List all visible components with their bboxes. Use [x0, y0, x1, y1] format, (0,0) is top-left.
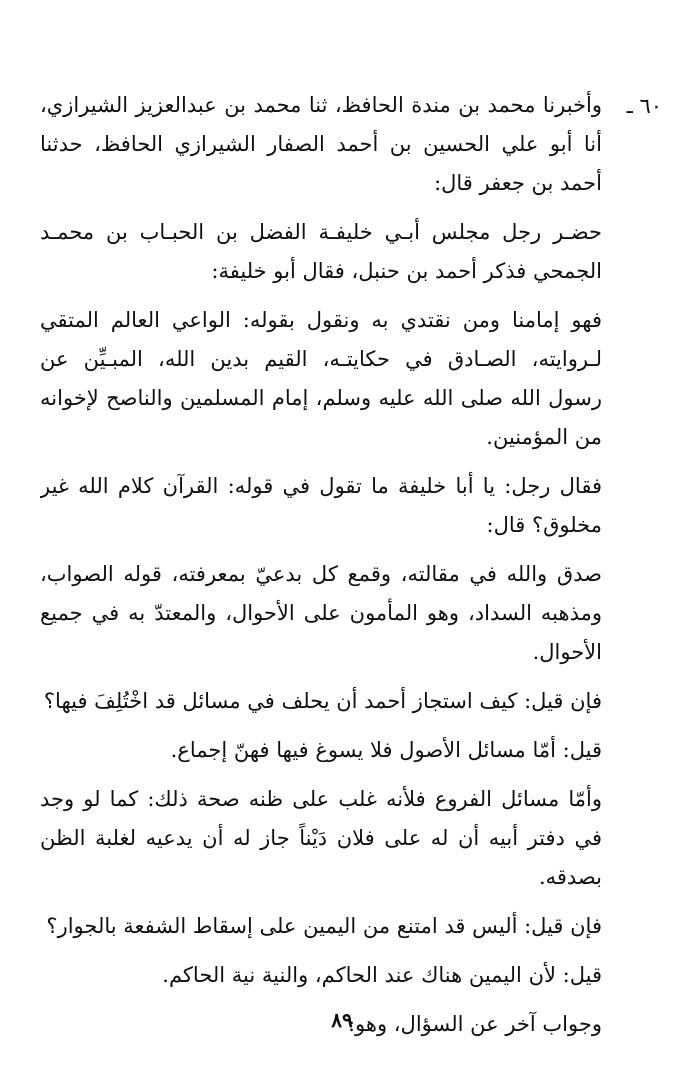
paragraph — [40, 301, 602, 457]
text-line: أنا أبو علي الحسين بن أحمد الصفار الشيرازي الحافظ، حدثنا — [40, 132, 602, 156]
paragraph — [40, 956, 602, 995]
text-line: وأمّا مسائل الفروع فلأنه غلب على ظنه صحة ذلك: كما لو وجد — [40, 787, 602, 811]
text-line: رسول الله صلى الله عليه وسلم، إمام المسلمين والناصح لإخوانه — [40, 386, 602, 410]
text-line: الجمحي فذكر أحمد بن حنبل، فقال أبو خليفة: — [211, 259, 602, 283]
text-line: قيل: أمّا مسائل الأصول فلا يسوغ فيها فهنّ إجماع. — [170, 738, 602, 762]
paragraph — [40, 555, 602, 672]
page-number: ٨٩ — [331, 1008, 353, 1032]
paragraph — [40, 213, 602, 291]
text-line: حضـر رجل مجلس أبـي خليفـة الفضل بن الحبـاب بن محمـد — [40, 220, 602, 244]
text-line: مخلوق؟ قال: — [486, 513, 602, 537]
text-line: وجواب آخر عن السؤال، وهو: — [347, 1012, 602, 1036]
paragraph — [40, 86, 602, 203]
text-line: في دفتر أبيه أن له على فلان دَيْناً جاز له أن يدعيه لغلبة الظن — [40, 826, 602, 850]
body-text — [40, 86, 602, 1044]
text-line: قيل: لأن اليمين هناك عند الحاكم، والنية نية الحاكم. — [162, 963, 602, 987]
text-line: من المؤمنين. — [486, 425, 602, 449]
paragraph — [40, 682, 602, 721]
paragraph — [40, 780, 602, 897]
text-line: الأحوال. — [532, 640, 602, 664]
entry-number: ٦٠ ـ — [626, 94, 662, 118]
paragraph — [40, 907, 602, 946]
text-line: ومذهبه السداد، وهو المأمون على الأحوال، والمعتدّ به في جميع — [40, 601, 602, 625]
text-line: فإن قيل: أليس قد امتنع من اليمين على إسقاط الشفعة بالجوار؟ — [46, 914, 602, 938]
paragraph — [40, 467, 602, 545]
paragraph — [40, 731, 602, 770]
text-line: لـروايته، الصـادق في حكايتـه، القيم بدين الله، المبـيِّن عن — [40, 347, 602, 371]
text-line: فقال رجل: يا أبا خليفة ما تقول في قوله: القرآن كلام الله غير — [40, 474, 602, 498]
text-line: بصدقه. — [538, 865, 602, 889]
text-line: فهو إمامنا ومن نقتدي به ونقول بقوله: الواعي العالم المتقي — [40, 308, 602, 332]
text-line: وأخبرنا محمد بن مندة الحافظ، ثنا محمد بن عبدالعزيز الشيرازي، — [40, 93, 602, 117]
text-line: صدق والله في مقالته، وقمع كل بدعيّ بمعرفته، قوله الصواب، — [40, 562, 602, 586]
text-line: فإن قيل: كيف استجاز أحمد أن يحلف في مسائل قد اخْتُلِفَ فيها؟ — [43, 689, 602, 713]
text-line: أحمد بن جعفر قال: — [434, 171, 602, 195]
